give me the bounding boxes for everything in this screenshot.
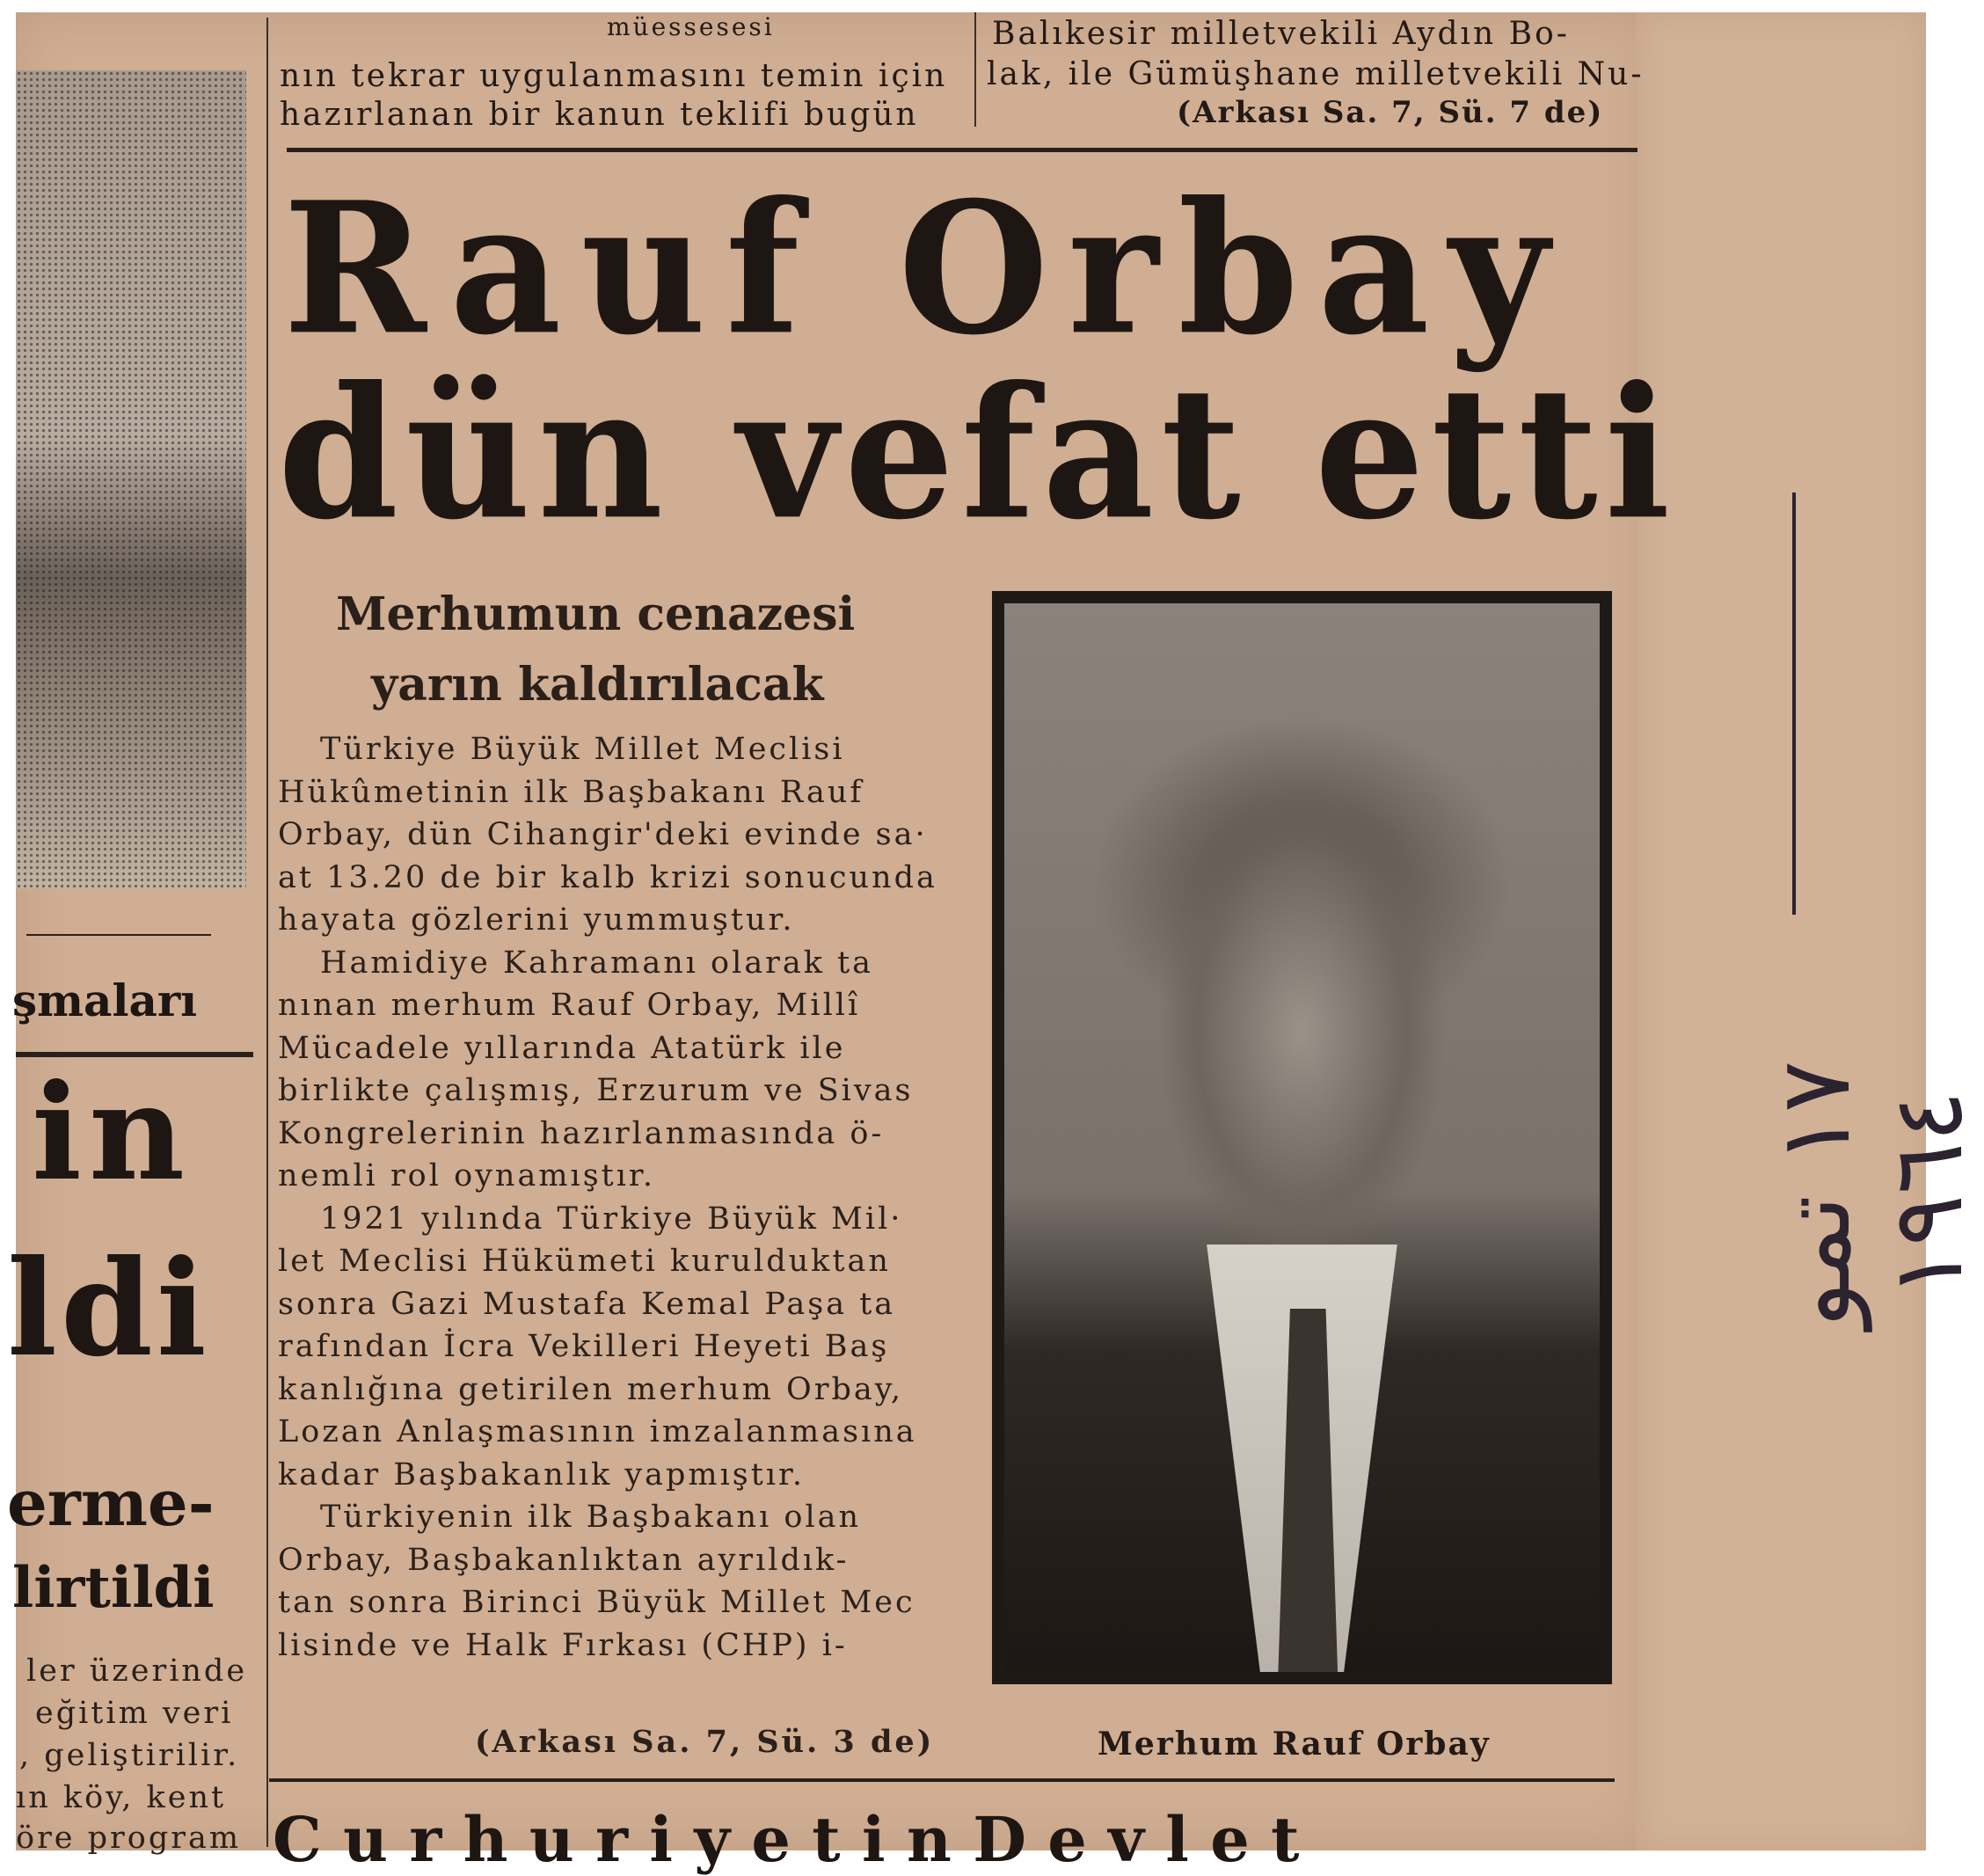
article-line: Türkiye Büyük Millet Meclisi — [320, 732, 845, 767]
article-line: birlikte çalışmış, Erzurum ve Sivas — [278, 1073, 914, 1108]
article-line: Hamidiye Kahramanı olarak ta — [320, 945, 874, 981]
article-line: lisinde ve Halk Fırkası (CHP) i- — [278, 1627, 848, 1663]
article-line: hayata gözlerini yummuştur. — [278, 902, 795, 938]
handwritten-date-note: ١٧ تمو ١٩٦٤ — [1759, 1060, 1984, 1329]
article-line: nemli rol oynamıştır. — [278, 1158, 655, 1193]
photo-caption: Merhum Rauf Orbay — [1098, 1726, 1491, 1763]
subheadline-line-2: yarın kaldırılacak — [371, 658, 824, 712]
article-line: rafından İcra Vekilleri Heyeti Baş — [278, 1329, 890, 1364]
left-mid-word-1: erme- — [7, 1465, 215, 1540]
article-line: let Meclisi Hükümeti kurulduktan — [278, 1244, 891, 1279]
subheadline-line-1: Merhumun cenazesi — [336, 588, 856, 641]
article-line: nınan merhum Rauf Orbay, Millî — [278, 988, 861, 1023]
top-snippet-right-2: lak, ile Gümüşhane milletvekili Nu- — [987, 56, 1645, 92]
article-continuation-note: (Arkası Sa. 7, Sü. 3 de) — [475, 1724, 935, 1760]
article-line: kadar Başbakanlık yapmıştır. — [278, 1456, 806, 1493]
left-small-line: öre program — [16, 1821, 242, 1856]
article-line: tan sonra Birinci Büyük Millet Mec — [278, 1585, 915, 1620]
top-continuation-note: (Arkası Sa. 7, Sü. 7 de) — [1177, 95, 1604, 130]
handwritten-stroke — [1792, 493, 1796, 915]
article-line: Kongrelerinin hazırlanmasında ö- — [278, 1115, 885, 1151]
left-small-line: , geliştirilir. — [19, 1738, 240, 1773]
top-snippet-left-1: nın tekrar uygulanmasını temin için — [280, 58, 948, 94]
article-line: at 13.20 de bir kalb krizi sonucunda — [278, 859, 937, 895]
left-mid-word-2: lirtildi — [12, 1555, 215, 1621]
left-heading-word: şmaları — [12, 974, 198, 1026]
column-rule-left — [266, 18, 268, 1847]
top-snippet-right-1: Balıkesir milletvekili Aydın Bo- — [992, 16, 1570, 52]
column-rule-top — [974, 12, 976, 127]
article-line: Lozan Anlaşmasının imzalanmasına — [278, 1414, 917, 1449]
left-big-word-2: ldi — [7, 1231, 210, 1386]
headline-top-rule — [287, 148, 1638, 152]
top-snippet-fragment: müessesesi — [607, 12, 775, 41]
article-line: 1921 yılında Türkiye Büyük Mil· — [320, 1201, 903, 1237]
paper-margin — [1636, 12, 1926, 1850]
headline-line-1: Rauf Orbay — [283, 163, 1569, 376]
article-line: Orbay, dün Cihangir'deki evinde sa· — [278, 817, 928, 852]
headline-line-2: dün vefat etti — [278, 347, 1678, 560]
article-line: Hükûmetinin ilk Başbakanı Rauf — [278, 774, 864, 810]
left-small-line: ın köy, kent — [16, 1780, 227, 1815]
left-photo-halftone — [16, 70, 246, 888]
left-small-line: eğitim veri — [35, 1696, 234, 1731]
article-line: sonra Gazi Mustafa Kemal Paşa ta — [278, 1286, 896, 1322]
left-small-line: ler üzerinde — [26, 1653, 248, 1689]
article-line: Mücadele yıllarında Atatürk ile — [278, 1030, 846, 1066]
article-line: Türkiyenin ilk Başbakanı olan — [320, 1500, 862, 1535]
article-line: kanlığına getirilen merhum Orbay, — [278, 1371, 903, 1407]
next-headline-fragment: C u r h u r i y e t i n D e v l e t — [273, 1803, 1300, 1876]
portrait-photo — [992, 591, 1612, 1684]
portrait-image — [1004, 603, 1600, 1672]
top-snippet-left-2: hazırlanan bir kanun teklifi bugün — [280, 97, 919, 133]
article-line: Orbay, Başbakanlıktan ayrıldık- — [278, 1542, 850, 1578]
bottom-rule — [269, 1778, 1615, 1782]
left-big-word-1: in — [32, 1055, 193, 1210]
left-divider — [26, 934, 211, 936]
